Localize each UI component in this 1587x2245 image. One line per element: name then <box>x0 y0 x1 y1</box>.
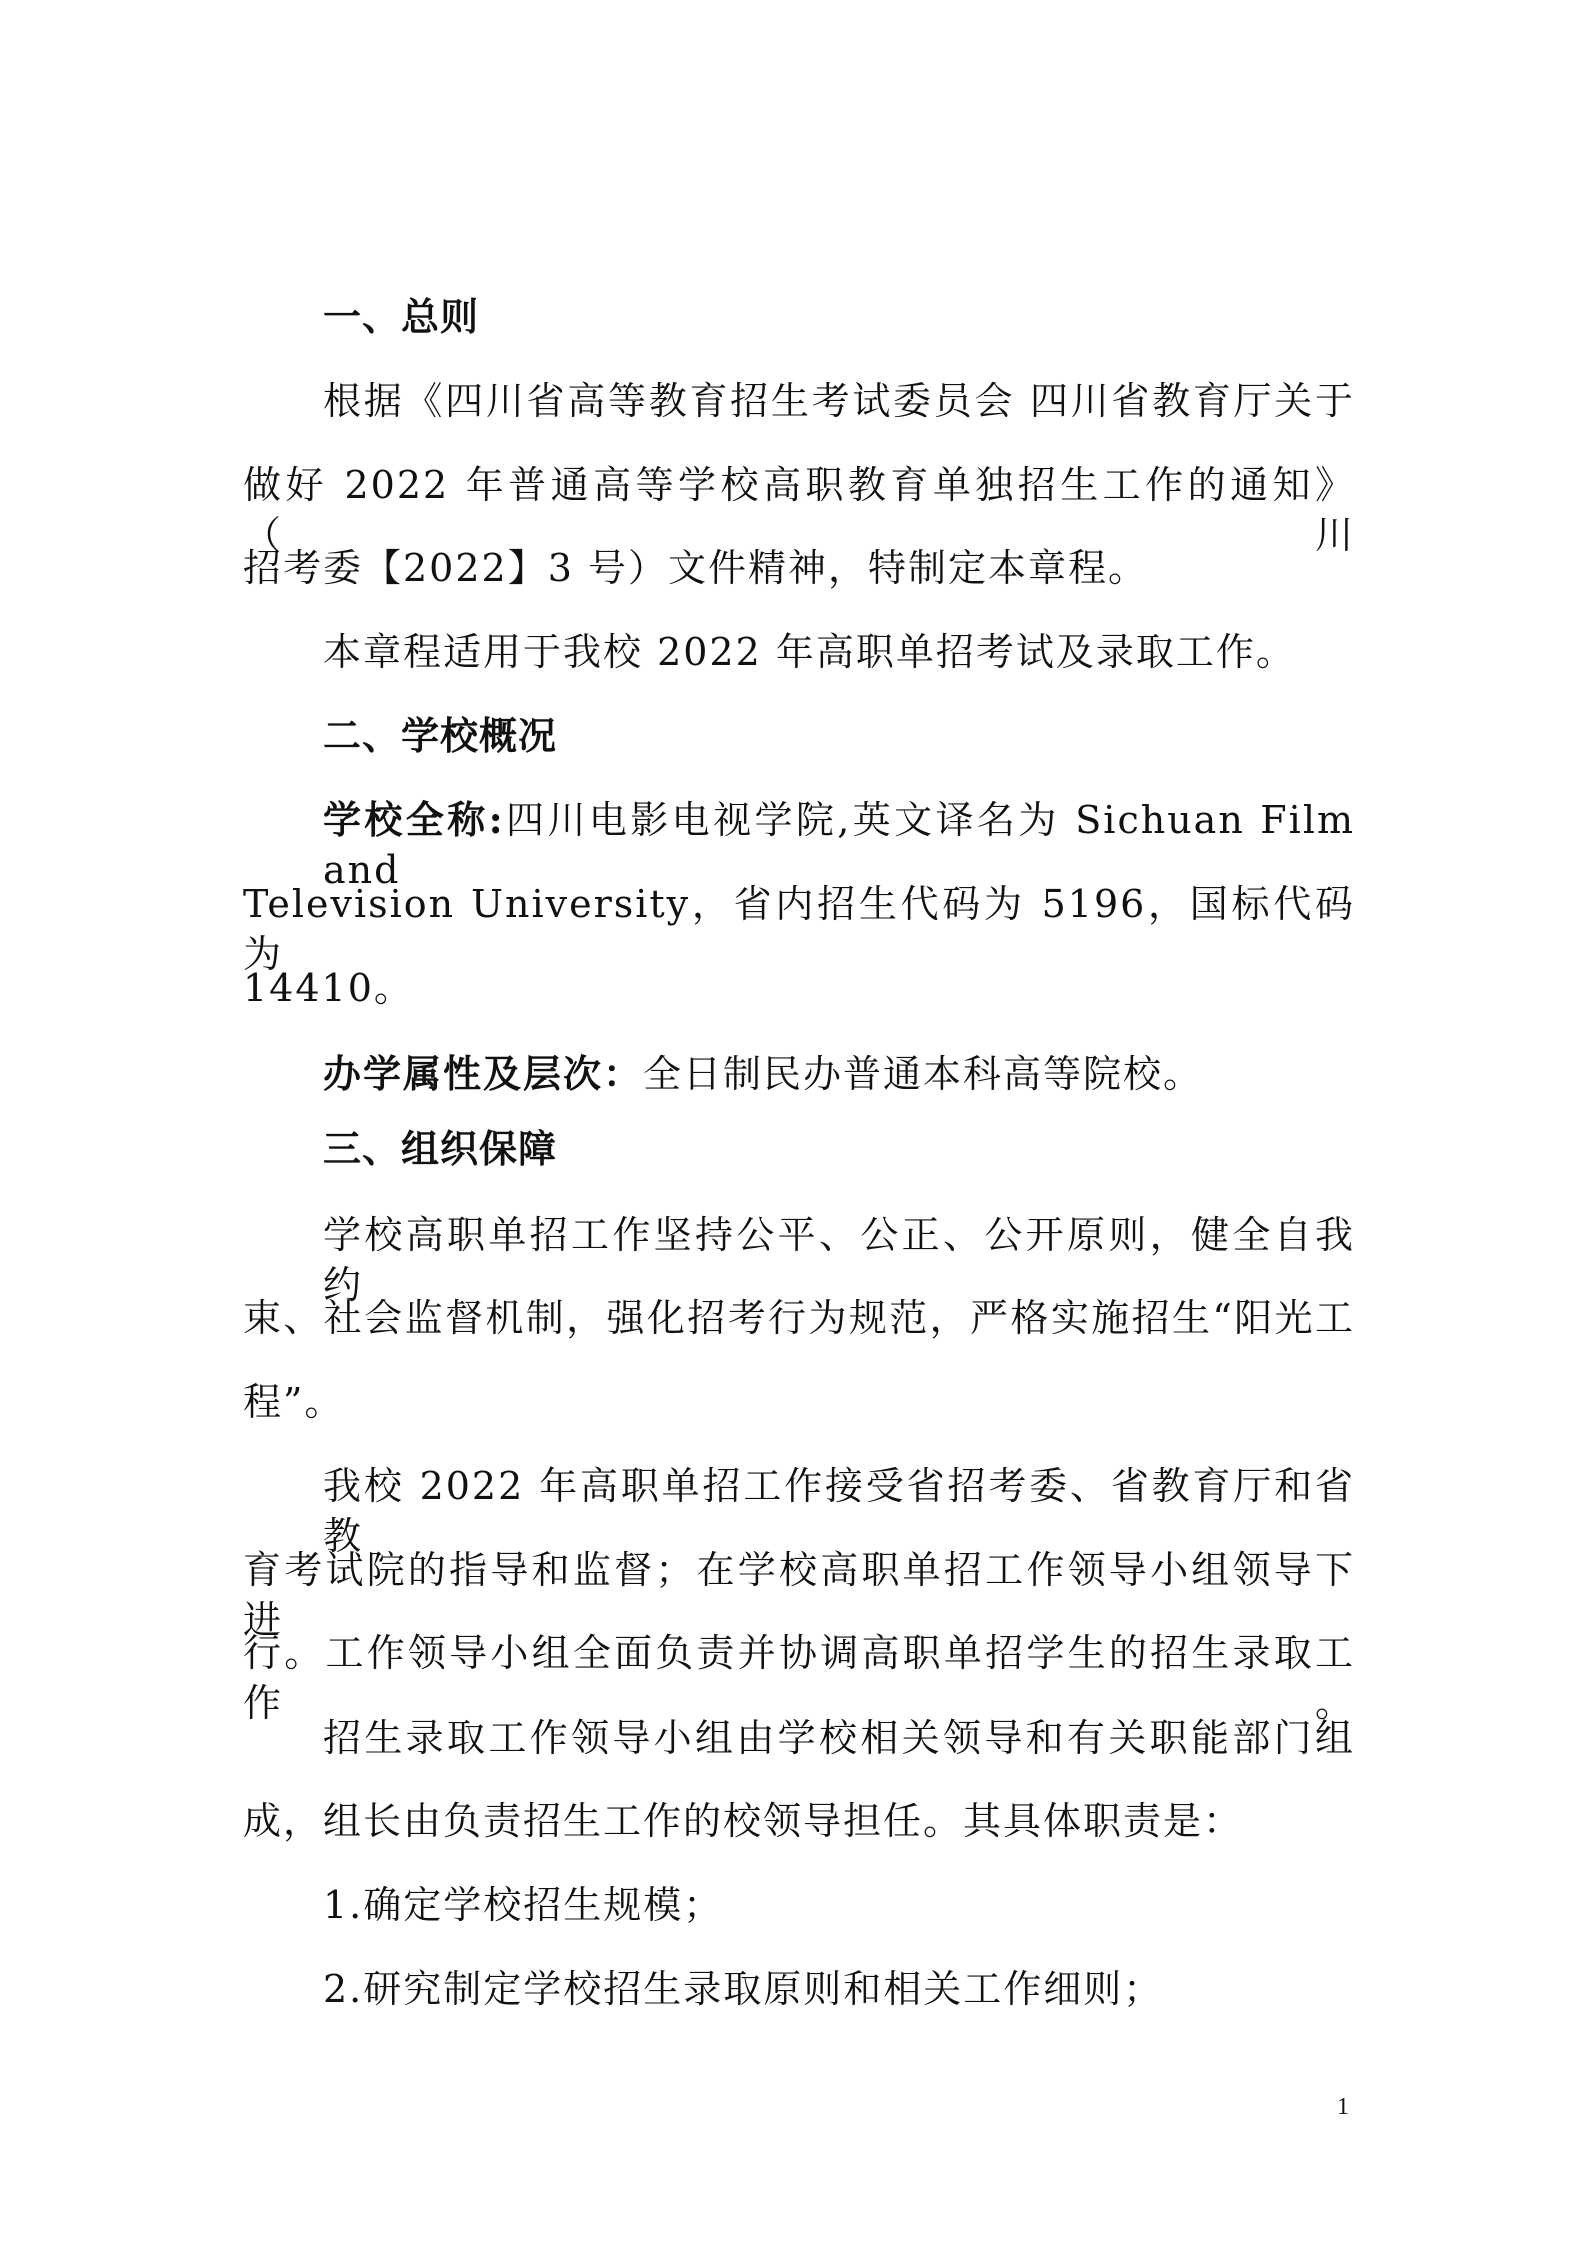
paragraph-line: 育考试院的指导和监督；在学校高职单招工作领导小组领导下进 <box>243 1548 1355 1642</box>
school-name-label: 学校全称: <box>323 797 505 842</box>
page-number: 1 <box>1337 2094 1349 2120</box>
paragraph-line: 根据《四川省高等教育招生考试委员会 四川省教育厅关于 <box>323 379 1355 423</box>
paragraph-line: 招生录取工作领导小组由学校相关领导和有关职能部门组 <box>323 1716 1355 1760</box>
school-name-value: 四川电影电视学院,英文译名为 Sichuan Film and <box>323 798 1356 892</box>
list-item: 2.研究制定学校招生录取原则和相关工作细则； <box>323 1967 1164 2011</box>
paragraph-line: 行。工作领导小组全面负责并协调高职单招学生的招生录取工作。 <box>243 1631 1355 1725</box>
school-attribute-line <box>323 1049 1203 1099</box>
section-heading-general: 一、总则 <box>323 295 480 339</box>
paragraph-line: 本章程适用于我校 2022 年高职单招考试及录取工作。 <box>323 630 1296 674</box>
school-attribute-value: 全日制民办普通本科高等院校。 <box>643 1052 1204 1096</box>
paragraph-line: 束、社会监督机制，强化招考行为规范，严格实施招生“阳光工 <box>243 1296 1355 1340</box>
paragraph-line: 我校 2022 年高职单招工作接受省招考委、省教育厅和省教 <box>323 1464 1355 1558</box>
section-heading-organization: 三、组织保障 <box>323 1127 558 1171</box>
paragraph-line: 成，组长由负责招生工作的校领导担任。其具体职责是： <box>243 1799 1244 1843</box>
paragraph-line: 招考委【2022】3 号）文件精神，特制定本章程。 <box>243 546 1148 590</box>
paragraph-line: Television University，省内招生代码为 5196，国标代码为 <box>243 882 1355 976</box>
list-item: 1.确定学校招生规模； <box>323 1883 724 1927</box>
school-attribute-label: 办学属性及层次： <box>323 1051 644 1096</box>
section-heading-overview: 二、学校概况 <box>323 714 558 758</box>
paragraph-line: 程”。 <box>243 1380 345 1424</box>
paragraph-line: 做好 2022 年普通高等学校高职教育单独招生工作的通知》（川 <box>243 463 1355 557</box>
paragraph-line: 学校高职单招工作坚持公平、公正、公开原则，健全自我约 <box>323 1213 1355 1307</box>
paragraph-line: 14410。 <box>243 966 414 1010</box>
